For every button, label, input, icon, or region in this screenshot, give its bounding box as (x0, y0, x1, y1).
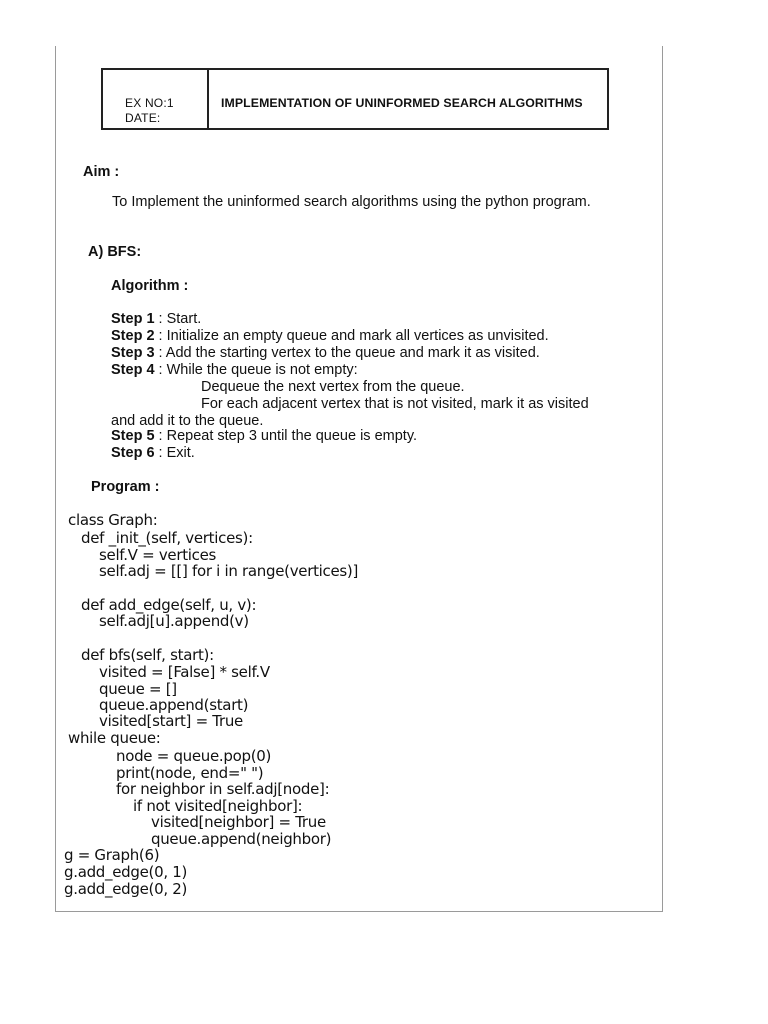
code-line: g.add_edge(0, 1) (64, 863, 188, 881)
step-text: : Add the starting vertex to the queue and mark it as visited. (154, 345, 540, 361)
code-line: while queue: (68, 729, 161, 747)
code-line: def _init_(self, vertices): (81, 529, 253, 547)
aim-text: To Implement the uninformed search algorithms using the python program. (112, 194, 591, 210)
aim-heading: Aim : (83, 164, 120, 180)
step-label: Step 2 (111, 328, 155, 344)
step-4 (111, 362, 358, 378)
step-4-continuation: and add it to the queue. (111, 413, 264, 429)
ex-no-label: EX NO:1 (125, 96, 174, 110)
code-line: node = queue.pop(0) (116, 747, 272, 765)
code-line: print(node, end=" ") (116, 764, 264, 782)
code-line: queue = [] (99, 680, 177, 698)
code-line: g = Graph(6) (64, 846, 160, 864)
step-text: : Repeat step 3 until the queue is empty. (154, 428, 418, 444)
header-left-cell (103, 70, 209, 128)
code-line: self.adj = [[] for i in range(vertices)] (99, 562, 359, 580)
step-label: Step 4 (111, 362, 155, 378)
step-label: Step 1 (111, 311, 155, 327)
algorithm-heading: Algorithm : (111, 278, 189, 294)
step-1 (111, 311, 201, 327)
code-line: visited[neighbor] = True (151, 813, 326, 831)
step-4-sub-line: For each adjacent vertex that is not visited, mark it as visited (201, 396, 589, 412)
step-text: : Exit. (154, 445, 195, 461)
code-line: if not visited[neighbor]: (133, 797, 303, 815)
code-line: for neighbor in self.adj[node]: (116, 780, 330, 798)
code-line: self.V = vertices (99, 546, 217, 564)
code-line: def bfs(self, start): (81, 646, 214, 664)
code-line: class Graph: (68, 511, 158, 529)
document-title: IMPLEMENTATION OF UNINFORMED SEARCH ALGORITHMS (221, 96, 583, 110)
program-heading: Program : (91, 479, 160, 495)
date-label: DATE: (125, 111, 161, 125)
step-text: : Start. (154, 311, 202, 327)
step-4-sub-line: Dequeue the next vertex from the queue. (201, 379, 465, 395)
code-line: self.adj[u].append(v) (99, 612, 249, 630)
code-line: visited = [False] * self.V (99, 663, 270, 681)
code-line: def add_edge(self, u, v): (81, 596, 257, 614)
step-label: Step 3 (111, 345, 155, 361)
code-line: g.add_edge(0, 2) (64, 880, 188, 898)
step-5 (111, 428, 417, 444)
step-label: Step 6 (111, 445, 155, 461)
code-line: queue.append(start) (99, 696, 249, 714)
code-line: visited[start] = True (99, 712, 243, 730)
step-6 (111, 445, 195, 461)
step-label: Step 5 (111, 428, 155, 444)
bfs-heading: A) BFS: (88, 244, 142, 260)
step-text: : While the queue is not empty: (154, 362, 358, 378)
code-line: queue.append(neighbor) (151, 830, 332, 848)
step-3 (111, 345, 540, 361)
step-2 (111, 328, 549, 344)
header-table (101, 68, 609, 130)
step-text: : Initialize an empty queue and mark all vertices as unvisited. (154, 328, 549, 344)
